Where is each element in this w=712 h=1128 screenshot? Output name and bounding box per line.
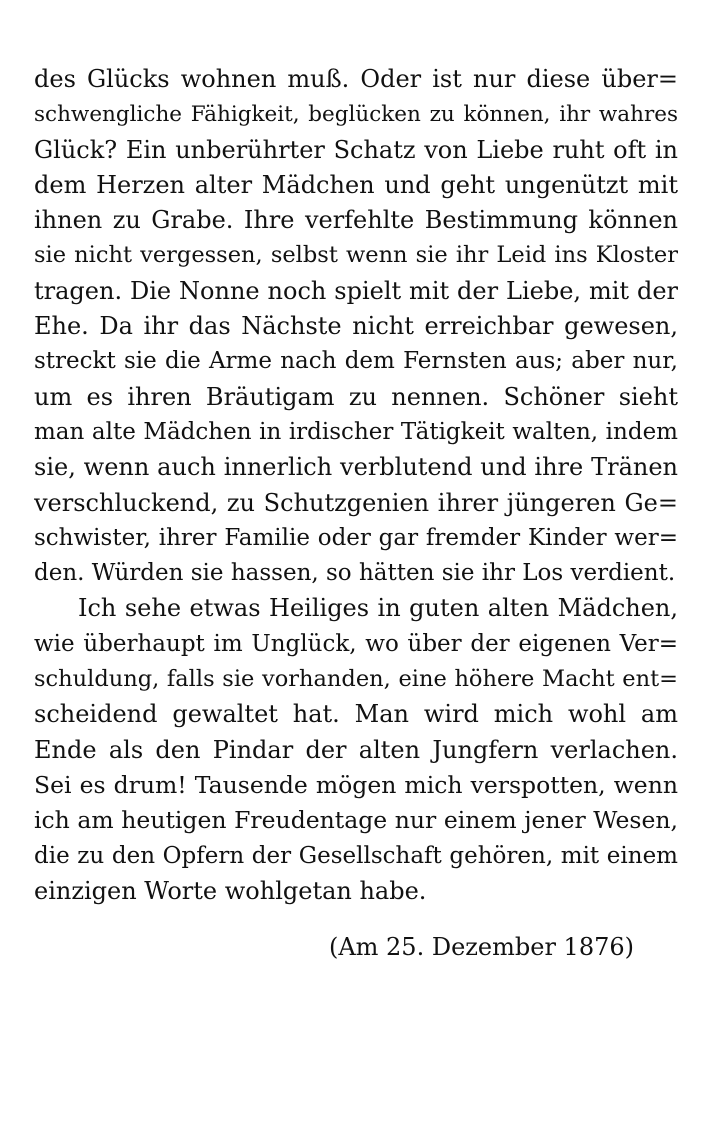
- text-line: streckt sie die Arme nach dem Fernsten aus; aber nur,: [34, 348, 678, 375]
- text-line: schwengliche Fähigkeit, beglücken zu können, ihr wahres: [34, 102, 678, 128]
- text-line: die zu den Opfern der Gesellschaft gehören, mit einem: [34, 842, 678, 869]
- text-line: schwister, ihrer Familie oder gar fremder Kinder wer=: [34, 524, 678, 551]
- text-line: ich am heutigen Freudentage nur einem jener Wesen,: [34, 806, 678, 835]
- text-line: sie, wenn auch innerlich verblutend und ihre Tränen: [34, 453, 678, 482]
- text-line: Sei es drum! Tausende mögen mich verspotten, wenn: [34, 770, 678, 799]
- text-line: Ende als den Pindar der alten Jungfern verlachen.: [34, 735, 678, 764]
- text-line: scheidend gewaltet hat. Man wird mich wohl am: [34, 700, 678, 729]
- text-line: man alte Mädchen in irdischer Tätigkeit walten, indem: [34, 418, 678, 445]
- paragraph-start-line: Ich sehe etwas Heiliges in guten alten Mädchen,: [78, 594, 678, 623]
- paragraph-end-line: den. Würden sie hassen, so hätten sie ihr Los verdient.: [34, 560, 676, 587]
- paragraph-end-line: einzigen Worte wohlgetan habe.: [34, 876, 427, 905]
- text-line: des Glücks wohnen muß. Oder ist nur diese über=: [34, 65, 678, 93]
- text-line: wie überhaupt im Unglück, wo über der eigenen Ver=: [34, 630, 678, 657]
- text-line: sie nicht vergessen, selbst wenn sie ihr Leid ins Kloster: [34, 242, 678, 269]
- text-line: tragen. Die Nonne noch spielt mit der Liebe, mit der: [34, 276, 678, 305]
- text-line: verschluckend, zu Schutzgenien ihrer jüngeren Ge=: [34, 488, 678, 517]
- text-line: ihnen zu Grabe. Ihre verfehlte Bestimmung können: [34, 206, 678, 235]
- closing-date: (Am 25. Dezember 1876): [328, 933, 634, 961]
- text-line: schuldung, falls sie vorhanden, eine höhere Macht ent=: [34, 666, 678, 693]
- text-line: Glück? Ein unberührter Schatz von Liebe ruht oft in: [34, 135, 678, 164]
- text-line: dem Herzen alter Mädchen und geht ungenützt mit: [34, 170, 678, 199]
- text-line: um es ihren Bräutigam zu nennen. Schöner sieht: [34, 382, 678, 411]
- text-line: Ehe. Da ihr das Nächste nicht erreichbar gewesen,: [34, 312, 678, 341]
- body-text: [34, 62, 678, 909]
